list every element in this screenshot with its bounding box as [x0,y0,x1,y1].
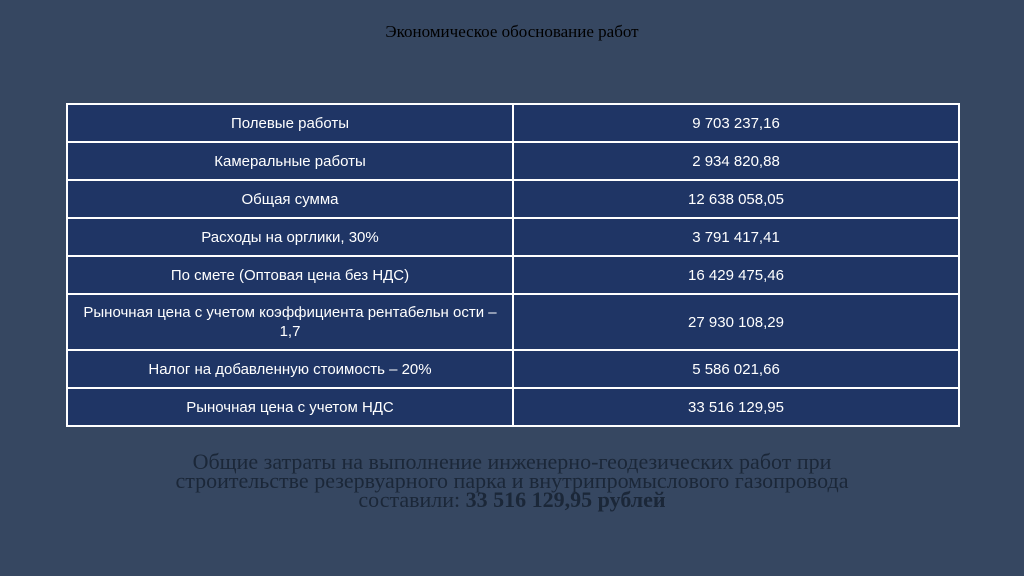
row-label: Рыночная цена с учетом НДС [67,388,513,426]
summary-prefix: составили: [358,487,466,512]
row-value: 3 791 417,41 [513,218,959,256]
row-label: По смете (Оптовая цена без НДС) [67,256,513,294]
summary-line: Общие затраты на выполнение инженерно-геодезических работ при [192,449,832,474]
summary-line: строительстве резервуарного парка и внутрипромыслового газопровода [175,468,849,493]
row-label: Полевые работы [67,104,513,142]
row-value: 27 930 108,29 [513,294,959,350]
table-row [67,350,959,388]
row-value: 16 429 475,46 [513,256,959,294]
row-value: 5 586 021,66 [513,350,959,388]
page-title: Экономическое обоснование работ [385,22,639,41]
row-label: Общая сумма [67,180,513,218]
row-value: 9 703 237,16 [513,104,959,142]
row-value: 33 516 129,95 [513,388,959,426]
table-row [67,388,959,426]
summary-text [90,449,934,512]
table-row [67,218,959,256]
row-label: Расходы на орглики, 30% [67,218,513,256]
table-row [67,142,959,180]
table-row [67,294,959,350]
total-amount: 33 516 129,95 рублей [465,487,666,512]
row-label: Налог на добавленную стоимость – 20% [67,350,513,388]
row-label: Рыночная цена с учетом коэффициента рентабельн ости – 1,7 [67,294,513,350]
table-row [67,104,959,142]
table-row [67,180,959,218]
cost-table [66,103,960,427]
row-value: 2 934 820,88 [513,142,959,180]
row-value: 12 638 058,05 [513,180,959,218]
row-label: Камеральные работы [67,142,513,180]
table-row [67,256,959,294]
